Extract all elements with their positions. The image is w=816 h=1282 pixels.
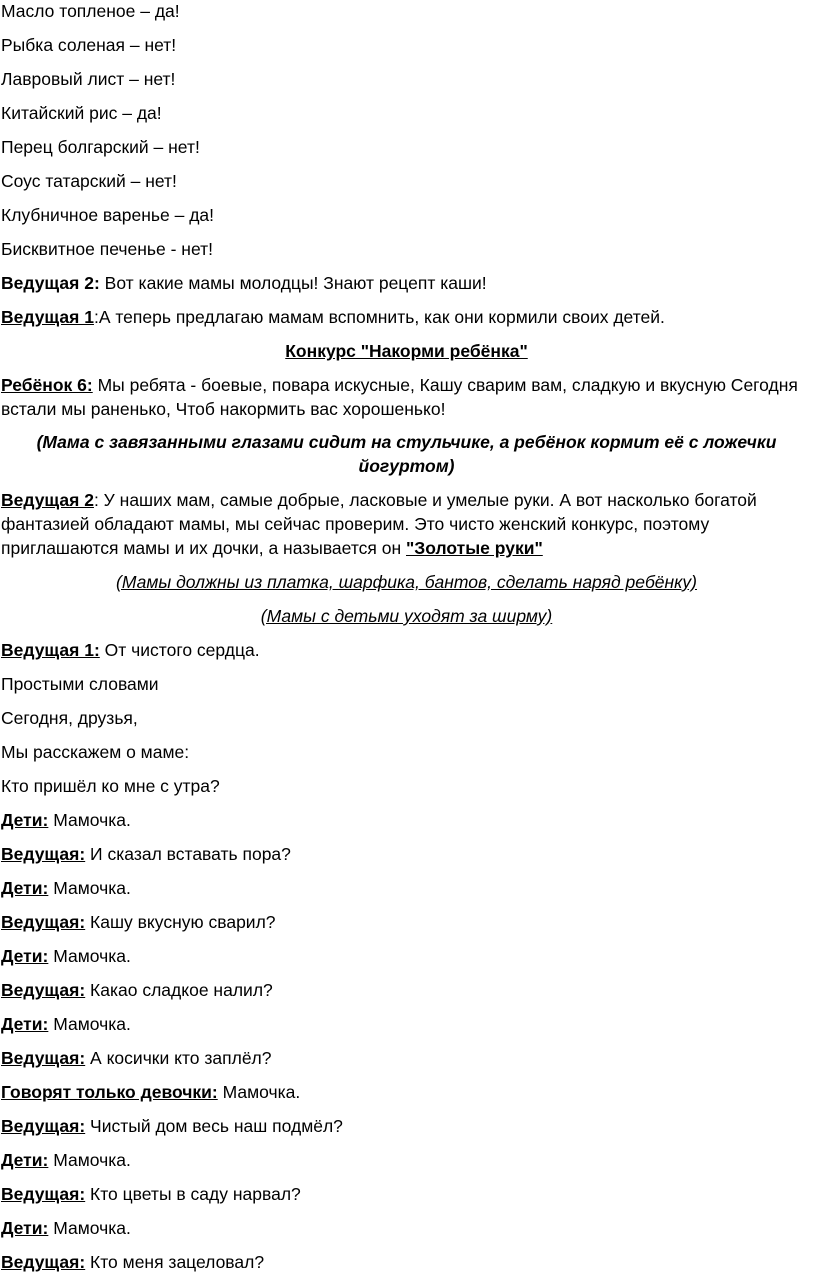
poem-line: Простыми словами bbox=[1, 674, 159, 694]
speaker-label: Ведущая 2 bbox=[1, 490, 94, 510]
dialog-line bbox=[1, 978, 812, 1002]
dialog-line bbox=[1, 1216, 812, 1240]
paragraph bbox=[1, 488, 812, 560]
dialog-line bbox=[1, 1148, 812, 1172]
speaker-label: Ребёнок 6: bbox=[1, 375, 93, 395]
speech-text: Мамочка. bbox=[48, 1014, 131, 1034]
dialog-line bbox=[1, 944, 812, 968]
poem-line: Мы расскажем о маме: bbox=[1, 742, 190, 762]
paragraph bbox=[1, 271, 812, 295]
dialog-line bbox=[1, 808, 812, 832]
speaker-label: Ведущая: bbox=[1, 1252, 86, 1272]
dialog-line bbox=[1, 876, 812, 900]
list-item: Лавровый лист – нет! bbox=[1, 69, 176, 89]
speech-text: Мамочка. bbox=[48, 1150, 131, 1170]
speaker-label: Ведущая: bbox=[1, 1048, 86, 1068]
dialog-line bbox=[1, 910, 812, 934]
speaker-label: Ведущая: bbox=[1, 1184, 86, 1204]
speech-text: Какао сладкое налил? bbox=[85, 980, 273, 1000]
speaker-label: Дети: bbox=[1, 1014, 49, 1034]
speech-text: Мамочка. bbox=[48, 1218, 131, 1238]
paragraph bbox=[1, 373, 812, 421]
dialog-line bbox=[1, 1182, 812, 1206]
speaker-label: Ведущая: bbox=[1, 980, 86, 1000]
speaker-label: Дети: bbox=[1, 1150, 49, 1170]
contest-name: "Золотые руки" bbox=[406, 538, 543, 558]
stage-direction: (Мама с завязанными глазами сидит на стульчике, а ребёнок кормит её с ложечки йогуртом) bbox=[36, 432, 777, 476]
speaker-label: Дети: bbox=[1, 810, 49, 830]
speech-text: Чистый дом весь наш подмёл? bbox=[85, 1116, 343, 1136]
speech-text: И сказал вставать пора? bbox=[85, 844, 291, 864]
dialog-line bbox=[1, 1080, 812, 1104]
speech-text: Кто цветы в саду нарвал? bbox=[85, 1184, 301, 1204]
list-item: Китайский рис – да! bbox=[1, 103, 162, 123]
speech-text: От чистого сердца. bbox=[99, 640, 260, 660]
speaker-label: Дети: bbox=[1, 1218, 49, 1238]
speaker-label: Дети: bbox=[1, 878, 49, 898]
dialog-line bbox=[1, 842, 812, 866]
speaker-label: Ведущая 1: bbox=[1, 640, 100, 660]
dialog-line bbox=[1, 1250, 812, 1274]
speaker-label: Ведущая: bbox=[1, 844, 86, 864]
speaker-label: Ведущая 1 bbox=[1, 307, 94, 327]
list-item: Бисквитное печенье - нет! bbox=[1, 239, 213, 259]
list-item: Клубничное варенье – да! bbox=[1, 205, 214, 225]
speech-text: Вот какие мамы молодцы! Знают рецепт каши! bbox=[99, 273, 487, 293]
speech-text: :А теперь предлагаю мамам вспомнить, как они кормили своих детей. bbox=[93, 307, 665, 327]
list-item: Рыбка соленая – нет! bbox=[1, 35, 177, 55]
paragraph bbox=[1, 638, 812, 662]
contest-heading: Конкурс "Накорми ребёнка" bbox=[285, 341, 528, 361]
speech-text: Мы ребята - боевые, повара искусные, Кашу сварим вам, сладкую и вкусную Сегодня встали мы раненько, Чтоб накормить вас хорошенько! bbox=[1, 375, 798, 419]
speaker-label: Ведущая: bbox=[1, 912, 86, 932]
speech-text: : У наших мам, самые добрые, ласковые и умелые руки. А вот насколько богатой фантазией обладают мамы, мы сейчас проверим. Это чисто женский конкурс, поэтому приглашаются мамы и их дочки, а называется он bbox=[1, 490, 757, 558]
poem-line: Кто пришёл ко мне с утра? bbox=[1, 776, 220, 796]
list-item: Масло топленое – да! bbox=[1, 1, 180, 21]
poem-line: Сегодня, друзья, bbox=[1, 708, 138, 728]
speaker-label: Дети: bbox=[1, 946, 49, 966]
speaker-label: Говорят только девочки: bbox=[1, 1082, 218, 1102]
speaker-label: Ведущая 2: bbox=[1, 273, 100, 293]
dialog-line bbox=[1, 1046, 812, 1070]
speech-text: Кто меня зацеловал? bbox=[85, 1252, 265, 1272]
speech-text: А косички кто заплёл? bbox=[85, 1048, 272, 1068]
speech-text: Мамочка. bbox=[48, 878, 131, 898]
stage-direction: (Мамы с детьми уходят за ширму) bbox=[260, 606, 553, 626]
speaker-label: Ведущая: bbox=[1, 1116, 86, 1136]
dialog-line bbox=[1, 1012, 812, 1036]
list-item: Перец болгарский – нет! bbox=[1, 137, 200, 157]
paragraph bbox=[1, 305, 812, 329]
list-item: Соус татарский – нет! bbox=[1, 171, 177, 191]
speech-text: Мамочка. bbox=[48, 946, 131, 966]
dialog-line bbox=[1, 1114, 812, 1138]
speech-text: Мамочка. bbox=[217, 1082, 301, 1102]
speech-text: Кашу вкусную сварил? bbox=[85, 912, 276, 932]
speech-text: Мамочка. bbox=[48, 810, 131, 830]
stage-direction: (Мамы должны из платка, шарфика, бантов, сделать наряд ребёнку) bbox=[116, 572, 697, 592]
